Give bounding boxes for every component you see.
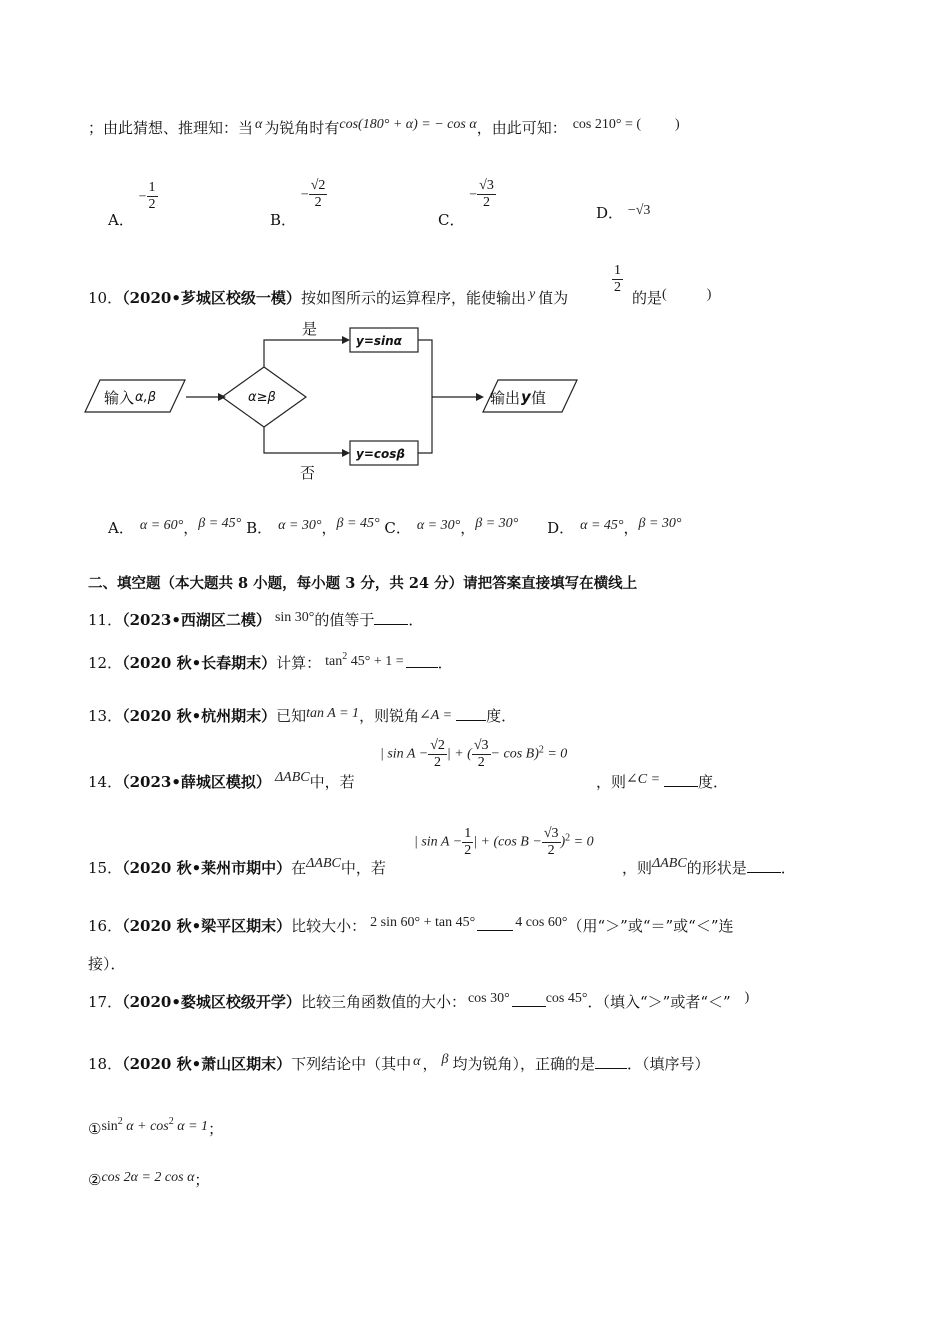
alpha-var: α: [255, 117, 263, 132]
q15-equation: | sin A − $\frac{1}{2}$ | + (cos B − $\frac{√3}{2}$ )$^2$ = 0: [414, 826, 594, 858]
q10-option-a[interactable]: A． α = 60°，β = 45°: [108, 516, 242, 537]
fraction: $\frac{√3}{2}$: [479, 178, 494, 210]
fraction: $\frac{1}{2}$: [148, 180, 156, 212]
q10-line-tail: 的是( ): [632, 287, 712, 307]
q10-option-b[interactable]: B． α = 30°，β = 45°: [246, 516, 380, 537]
cos210-question: cos 210° = (: [572, 117, 642, 132]
flow-input-vars: α,β: [135, 390, 156, 405]
q12-line: 12．（2020 秋•长春期末）计算： $\tan^2 45^\circ + 1$ = ．: [88, 651, 453, 672]
answer-blank[interactable]: [406, 653, 438, 668]
q9-option-b[interactable]: B． − $\frac{√2}{2}$: [270, 178, 326, 229]
q14-line-tail: ，则∠C = 度．: [596, 772, 729, 791]
q9-option-c[interactable]: C． − $\frac{√3}{2}$: [438, 178, 494, 229]
section-heading: 二、填空题（本大题共 8 小题，每小题 3 分，共 24 分）请把答案直接填写在横线上: [88, 575, 638, 592]
q16-line-2: 接）．: [88, 955, 126, 973]
q14-equation: | sin A − $\frac{√2}{2}$ | + ( $\frac{√3}{2}$ − cos B)$^2$ = 0: [380, 738, 568, 770]
q10-option-c[interactable]: C． α = 30°，β = 30°: [384, 516, 519, 537]
flow-no-formula: y=cosβ: [356, 447, 405, 461]
q10-option-d[interactable]: D． α = 45°，β = 30°: [547, 516, 682, 537]
flow-yes-label: 是: [302, 320, 318, 338]
q18-item-1: $①\sin^2$ $\alpha + \cos^2 \alpha = 1$；: [88, 1116, 224, 1138]
answer-blank[interactable]: [512, 992, 546, 1007]
flow-no-label: 否: [300, 464, 316, 482]
answer-blank[interactable]: [374, 610, 408, 625]
answer-blank[interactable]: [747, 858, 781, 873]
answer-blank[interactable]: [595, 1054, 627, 1069]
q16-line: 16．（2020 秋•梁平区期末）比较大小： 2 sin 60° + tan 45° 4 cos 60°（用“＞”或“＝”或“＜”连: [88, 915, 734, 935]
cos-identity: cos(180° + α) = − cos α: [339, 117, 477, 132]
q18-line: 18．（2020 秋•萧山区期末）下列结论中（其中 α ， β 均为锐角），正确的是 ．（填序号）: [88, 1052, 710, 1073]
q10-line: 10．（2020•芗城区校级一模）按如图所示的运算程序，能使输出 y 值为: [88, 287, 569, 307]
q9-option-a[interactable]: A． − $\frac{1}{2}$: [108, 180, 156, 229]
q17-line: 17．（2020•婺城区校级开学）比较三角函数值的大小： cos 30° cos 45°．（填入“＞”或者“＜” ): [88, 990, 750, 1011]
q10-options: [108, 518, 682, 540]
flow-output-label: 输出: [490, 389, 521, 407]
q9-line: ；由此猜想、推理知：当 α 为锐角时有cos(180° + α) = − cos α，由此可知： cos 210° = ( ): [88, 117, 680, 137]
q11-line: 11．（2023•西湖区二模） sin 30°的值等于 ．: [88, 610, 424, 629]
q10-fraction: $\frac{1}{2}$: [614, 263, 621, 295]
answer-blank[interactable]: [477, 916, 513, 931]
q13-line: 13．（2020 秋•杭州期末）已知tan A = 1，则锐角∠A = 度．: [88, 706, 517, 725]
flow-output-y: y: [521, 388, 531, 406]
q15-line-tail: ，则ΔABC的形状是 ．: [622, 856, 796, 877]
q14-line: 14．（2023•薛城区模拟） ΔABC中，若: [88, 770, 355, 791]
flow-output-tail: 值: [531, 389, 547, 407]
fraction: $\frac{√2}{2}$: [310, 178, 326, 210]
q15-line: 15．（2020 秋•莱州市期中）在ΔABC中，若: [88, 856, 386, 877]
flow-yes-formula: y=sinα: [356, 334, 402, 348]
answer-blank[interactable]: [664, 772, 698, 787]
flowchart: [80, 310, 600, 490]
q9-option-d[interactable]: D． −√3: [596, 203, 651, 222]
flow-input-label: 输入: [104, 389, 135, 407]
q18-item-2: ②cos 2α = 2 cos α；: [88, 1170, 210, 1189]
flow-condition: α≥β: [248, 390, 276, 405]
answer-blank[interactable]: [456, 706, 486, 721]
